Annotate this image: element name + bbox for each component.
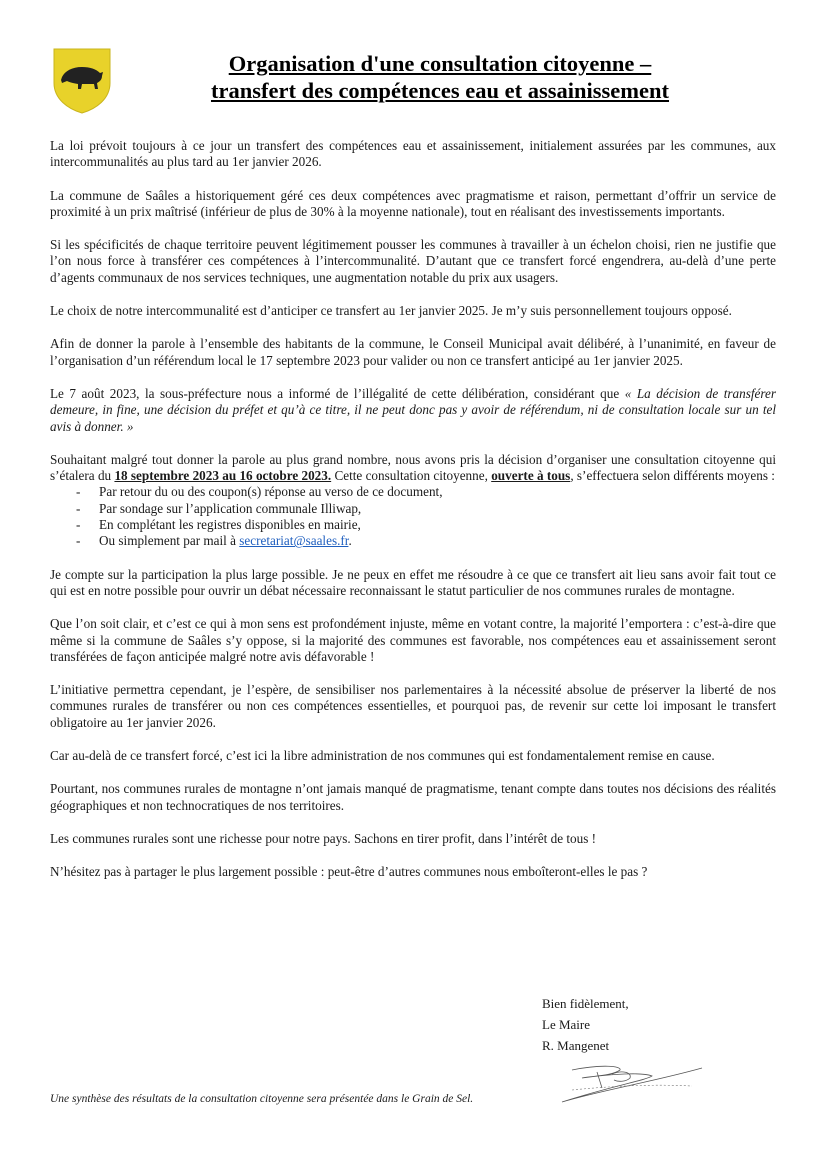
handwritten-signature-icon bbox=[552, 1060, 712, 1104]
paragraph: La loi prévoit toujours à ce jour un transfert des compétences eau et assainissement, initialement assurées par les communes, aux intercommunalités au plus tard au 1er janvier 2026. bbox=[50, 138, 776, 170]
paragraph: N’hésitez pas à partager le plus largement possible : peut-être d’autres communes nous emboîteront-elles le pas ? bbox=[50, 864, 648, 880]
title-line-2: transfert des compétences eau et assainissement bbox=[210, 78, 670, 103]
list-item: - Par retour du ou des coupon(s) réponse au verso de ce document, bbox=[50, 484, 776, 500]
paragraph: Que l’on soit clair, et c’est ce qui à mon sens est profondément injuste, même en votant contre, la majorité l’emportera : c’est-à-dire que même si la commune de Saâles s’y oppose, si la majorité des communes est favorable, nos compétences eau et assainissement seront transférées de façon anticipée malgré notre avis défavorable ! bbox=[50, 616, 776, 664]
paragraph: Pourtant, nos communes rurales de montagne n’ont jamais manqué de pragmatisme, tenant compte dans toutes nos décisions des réalités géographiques et non technocratiques de nos territoires. bbox=[50, 781, 776, 813]
paragraph bbox=[50, 452, 776, 485]
signer-name: R. Mangenet bbox=[542, 1038, 610, 1053]
paragraph-text: Souhaitant malgré tout donner la parole au plus grand nombre, nous avons pris la décision d’organiser une consultation citoyenne qui s’étalera du bbox=[50, 451, 776, 484]
prefecture-quote: « La décision de transférer demeure, in fine, une décision du préfet et qu’à ce titre, il ne peut donc pas y avoir de référendum, ni de consultation locale sur un tel avis à donner. » bbox=[50, 385, 776, 434]
paragraph: Car au-delà de ce transfert forcé, c’est ici la libre administration de nos communes qui est fondamentalement remise en cause. bbox=[50, 748, 715, 764]
paragraph: L’initiative permettra cependant, je l’espère, de sensibiliser nos parlementaires à la nécessité absolue de préserver la liberté de nos communes rurales de transférer ou non ces compétences essentielles, et pourquoi pas, de revenir sur cette loi imposant le transfert obligatoire au 1er janvier 2026. bbox=[50, 682, 776, 730]
paragraph: Le choix de notre intercommunalité est d’anticiper ce transfert au 1er janvier 2025. Je m’y suis personnellement toujours opposé. bbox=[50, 303, 732, 319]
list-item: - Par sondage sur l’application communale Illiwap, bbox=[50, 501, 776, 517]
list-item bbox=[50, 533, 776, 549]
open-to-all: ouverte à tous bbox=[491, 468, 571, 484]
paragraph: Les communes rurales sont une richesse pour notre pays. Sachons en tirer profit, dans l’intérêt de tous ! bbox=[50, 830, 597, 846]
closing: Bien fidèlement, bbox=[542, 996, 629, 1011]
signature-block bbox=[542, 995, 629, 1058]
signer-role: Le Maire bbox=[542, 1017, 591, 1032]
paragraph: Si les spécificités de chaque territoire peuvent légitimement pousser les communes à travailler à un échelon choisi, rien ne justifie que l’on nous force à transférer ces compétences à l’intercommunalité. D’autant que ce transfert forcé engendrera, au-delà d’une perte d’agents communaux de nos services techniques, une augmentation notable du prix aux usagers. bbox=[50, 237, 776, 285]
list-item-text: . bbox=[348, 533, 352, 549]
consultation-dates: 18 septembre 2023 au 16 octobre 2023. bbox=[114, 468, 332, 484]
list-item: - En complétant les registres disponibles en mairie, bbox=[50, 517, 776, 533]
letter-body bbox=[50, 138, 776, 898]
paragraph: Je compte sur la participation la plus large possible. Je ne peux en effet me résoudre à ce que ce transfert ait lieu sans avoir fait tout ce qui est en notre possible pour ouvrir un débat nécessaire reconnaissant le statut particulier de nos communes rurales de montagne. bbox=[50, 566, 776, 598]
footnote: Une synthèse des résultats de la consultation citoyenne sera présentée dans le Grain de Sel. bbox=[50, 1093, 474, 1105]
boar-shield-crest-icon bbox=[52, 47, 112, 115]
paragraph: Afin de donner la parole à l’ensemble des habitants de la commune, le Conseil Municipal avait délibéré, à l’unanimité, en faveur de l’organisation d’un référendum local le 17 septembre 2023 pour valider ou non ce transfert anticipé au 1er janvier 2025. bbox=[50, 336, 776, 368]
email-link[interactable]: secretariat@saales.fr bbox=[239, 533, 349, 549]
title-line-1: Organisation d'une consultation citoyenne – bbox=[228, 51, 652, 76]
paragraph-text: Le 7 août 2023, la sous-préfecture nous a informé de l’illégalité de cette délibération, considérant que bbox=[50, 385, 625, 401]
paragraph: La commune de Saâles a historiquement géré ces deux compétences avec pragmatisme et raison, permettant d’offrir un service de proximité à un prix maîtrisé (inférieur de plus de 30% à la moyenne nationale), tout en réalisant des investissements importants. bbox=[50, 187, 776, 219]
paragraph-text: Cette consultation citoyenne, bbox=[331, 468, 492, 484]
paragraph bbox=[50, 386, 776, 435]
means-list bbox=[50, 484, 776, 549]
document-title bbox=[150, 50, 730, 104]
list-item-text: Ou simplement par mail à bbox=[99, 533, 240, 549]
paragraph-text: , s’effectuera selon différents moyens : bbox=[570, 468, 775, 484]
